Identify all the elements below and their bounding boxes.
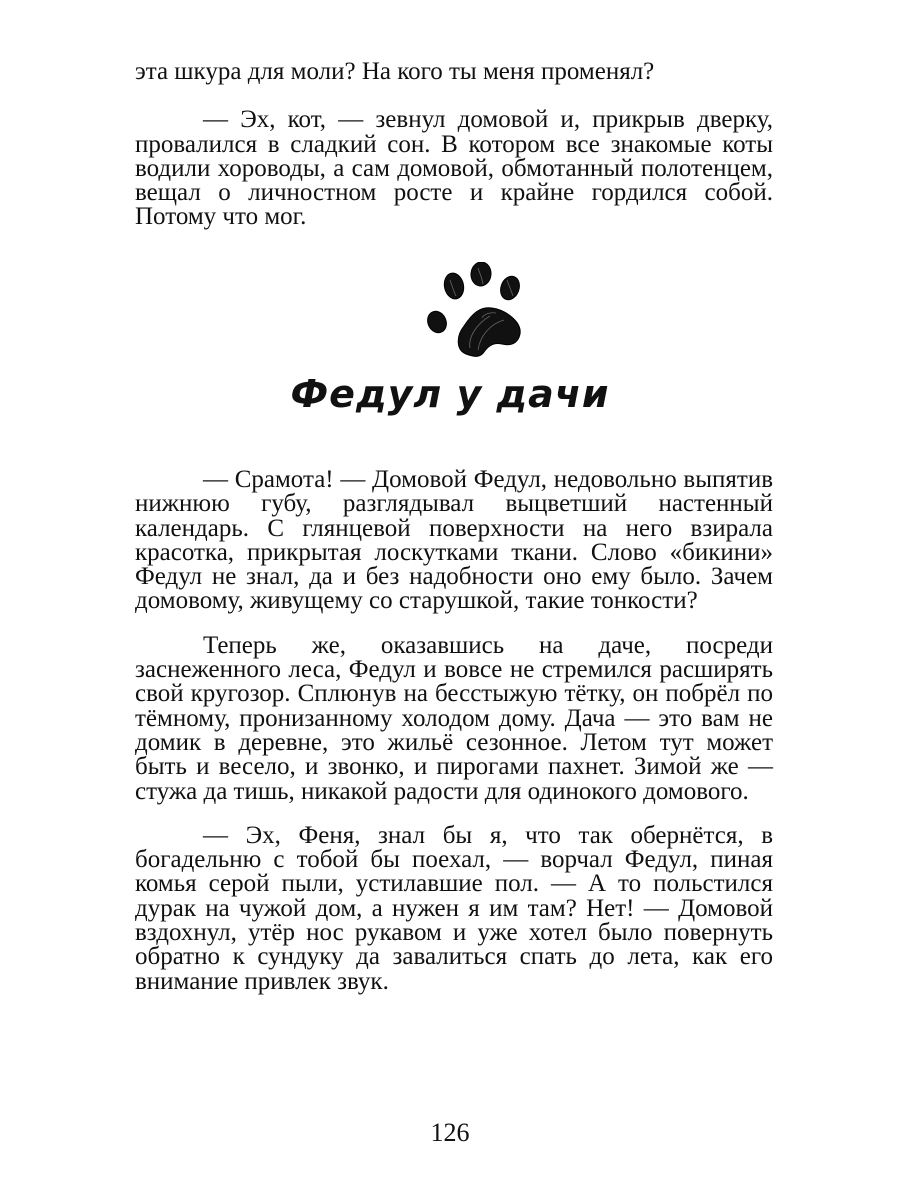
paw-toe-4 — [424, 308, 450, 336]
page-number: 126 — [430, 1118, 470, 1147]
paw-main-pad — [458, 308, 520, 357]
intro-paragraph-1: эта шкура для моли? На кого ты меня променял? — [135, 58, 655, 85]
paw-toe-2 — [470, 262, 492, 287]
chapter-text-block — [135, 468, 773, 994]
paw-toe-1 — [442, 271, 466, 300]
intro-text-block — [135, 60, 773, 230]
chapter-paragraph-3: — Эх, Феня, знал бы я, что так обернётся, в богадельню с тобой бы поехал, — ворчал Федул, пиная комья серой пыли, устилавшие пол. — А то польстился дурак на чужой дом, а нужен я им там? Нет! — Домовой вздохнул, утёр нос рукавом и уже хотел было повернуть обратно к сундуку да завалиться спать до лета, как его внимание привлек звук. — [135, 821, 773, 995]
chapter-paragraph-2: Теперь же, оказавшись на даче, посреди заснеженного леса, Федул и вовсе не стремился расширять свой кругозор. Сплюнув на бесстыжую тётку, он побрёл по тёмному, пронизанному холодом дому. Дача — это вам не домик в деревне, это жильё сезонное. Летом тут может быть и весело, и звонко, и пирогами пахнет. Зимой же — стужа да тишь, никакой радости для одинокого домового. — [135, 631, 773, 805]
chapter-paragraph-1: — Срамота! — Домовой Федул, недовольно выпятив нижнюю губу, разглядывал выцветший настенный календарь. С глянцевой поверхности на него взирала красотка, прикрытая лоскутками ткани. Слово «бикини» Федул не знал, да и без надобности оно ему было. Зачем домовому, живущему со старушкой, такие тонкости? — [135, 466, 773, 615]
paw-print-icon — [420, 262, 532, 362]
intro-paragraph-2: — Эх, кот, — зевнул домовой и, прикрыв дверку, провалился в сладкий сон. В котором все знакомые коты водили хороводы, а сам домовой, обмотанный полотенцем, вещал о личностном росте и крайне гордился собой. Потому что мог. — [135, 106, 773, 231]
chapter-title: Федул у дачи — [290, 372, 610, 416]
